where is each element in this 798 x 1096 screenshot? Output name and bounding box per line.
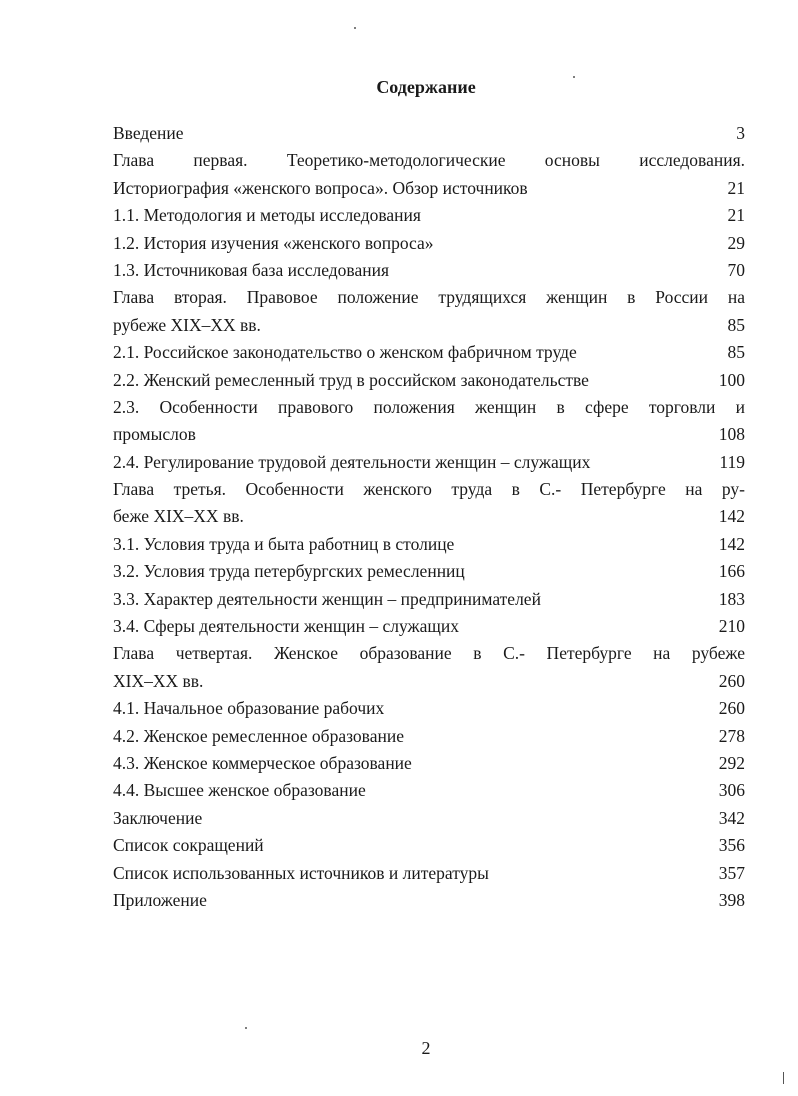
toc-entry-page: 260 [718, 698, 745, 719]
toc-entry [113, 339, 745, 366]
toc-entry-label: Список использованных источников и литературы [113, 862, 489, 883]
toc-entry-page: 356 [718, 835, 745, 856]
toc-entry-label: 4.1. Начальное образование рабочих [113, 698, 385, 719]
toc-entry [113, 860, 745, 887]
scan-speck [354, 27, 356, 29]
toc-entry-label: 3.1. Условия труда и быта работниц в столице [113, 533, 455, 554]
toc-entry-page: 166 [718, 561, 745, 582]
toc-entry-label: Список сокращений [113, 835, 264, 856]
toc-entry [113, 312, 745, 339]
toc-entry-label: XIX–XX вв. [113, 670, 204, 691]
toc-entry-label: Глава четвертая. Женское образование в С.- Петербурге на рубеже [113, 643, 745, 664]
page-number: 2 [421, 1038, 431, 1058]
toc-entry-label: 4.4. Высшее женское образование [113, 780, 366, 801]
table-of-contents [113, 120, 745, 914]
toc-entry [113, 230, 745, 257]
toc-entry-label: Глава вторая. Правовое положение трудящихся женщин в России на [113, 287, 745, 308]
toc-entry-label: Глава третья. Особенности женского труда в С.- Петербурге на ру- [113, 479, 745, 500]
toc-entry-page: 119 [719, 451, 745, 472]
toc-entry-page: 210 [718, 616, 745, 637]
toc-entry-page: 70 [727, 259, 745, 280]
toc-entry [113, 367, 745, 394]
toc-entry [113, 695, 745, 722]
toc-entry-page: 100 [718, 369, 745, 390]
toc-entry-label: рубеже XIX–XX вв. [113, 314, 261, 335]
toc-entry [113, 120, 745, 147]
scan-speck [783, 1072, 784, 1084]
toc-entry [113, 476, 745, 503]
toc-entry-page: 306 [718, 780, 745, 801]
toc-entry-label: 1.3. Источниковая база исследования [113, 259, 389, 280]
toc-entry [113, 668, 745, 695]
toc-entry-page: 142 [718, 533, 745, 554]
toc-entry-label: 2.3. Особенности правового положения женщин в сфере торговли и [113, 396, 745, 417]
toc-entry-page: 29 [727, 232, 745, 253]
toc-entry-label: 1.2. История изучения «женского вопроса» [113, 232, 434, 253]
toc-entry-label: 2.4. Регулирование трудовой деятельности женщин – служащих [113, 451, 591, 472]
toc-entry [113, 147, 745, 174]
toc-entry-page: 21 [727, 205, 745, 226]
toc-entry [113, 832, 745, 859]
toc-entry-page: 342 [718, 807, 745, 828]
toc-entry-label: 3.3. Характер деятельности женщин – предпринимателей [113, 588, 541, 609]
toc-entry [113, 175, 745, 202]
toc-entry [113, 257, 745, 284]
toc-entry [113, 640, 745, 667]
toc-entry [113, 777, 745, 804]
toc-entry [113, 394, 745, 421]
toc-entry [113, 750, 745, 777]
toc-entry [113, 503, 745, 530]
toc-entry [113, 887, 745, 914]
toc-entry [113, 723, 745, 750]
toc-entry-label: 2.2. Женский ремесленный труд в российском законодательстве [113, 369, 589, 390]
toc-entry-label: 4.2. Женское ремесленное образование [113, 725, 404, 746]
toc-entry [113, 558, 745, 585]
toc-entry [113, 449, 745, 476]
toc-entry-label: 2.1. Российское законодательство о женском фабричном труде [113, 342, 577, 363]
toc-entry-label: Приложение [113, 889, 207, 910]
toc-entry-page: 260 [718, 670, 745, 691]
toc-entry-page: 292 [718, 752, 745, 773]
toc-entry-label: Историография «женского вопроса». Обзор источников [113, 177, 528, 198]
toc-entry-label: Введение [113, 123, 184, 143]
toc-entry-label: 3.4. Сферы деятельности женщин – служащих [113, 616, 460, 637]
toc-entry-page: 357 [718, 862, 745, 883]
toc-entry [113, 586, 745, 613]
scan-speck [573, 76, 575, 78]
toc-entry-page: 398 [718, 889, 745, 910]
toc-entry-label: промыслов [113, 424, 196, 445]
toc-entry [113, 613, 745, 640]
toc-entry-label: Глава первая. Теоретико-методологические основы исследования. [113, 150, 745, 171]
toc-entry-label: Заключение [113, 807, 203, 828]
scan-speck [245, 1027, 247, 1029]
toc-entry-label: беже XIX–XX вв. [113, 506, 244, 527]
toc-entry [113, 202, 745, 229]
toc-entry-page: 21 [727, 177, 745, 198]
toc-entry [113, 805, 745, 832]
toc-entry-page: 85 [727, 342, 745, 363]
toc-entry-page: 183 [718, 588, 745, 609]
toc-entry [113, 421, 745, 448]
toc-entry-page: 3 [736, 123, 745, 143]
toc-entry-page: 108 [718, 424, 745, 445]
toc-entry-label: 3.2. Условия труда петербургских ремесленниц [113, 561, 465, 582]
page-title: Содержание [376, 77, 476, 97]
toc-entry-page: 85 [727, 314, 745, 335]
toc-entry [113, 531, 745, 558]
toc-entry-page: 278 [718, 725, 745, 746]
toc-entry [113, 284, 745, 311]
toc-entry-label: 4.3. Женское коммерческое образование [113, 752, 412, 773]
toc-entry-page: 142 [718, 506, 745, 527]
toc-entry-label: 1.1. Методология и методы исследования [113, 205, 421, 226]
